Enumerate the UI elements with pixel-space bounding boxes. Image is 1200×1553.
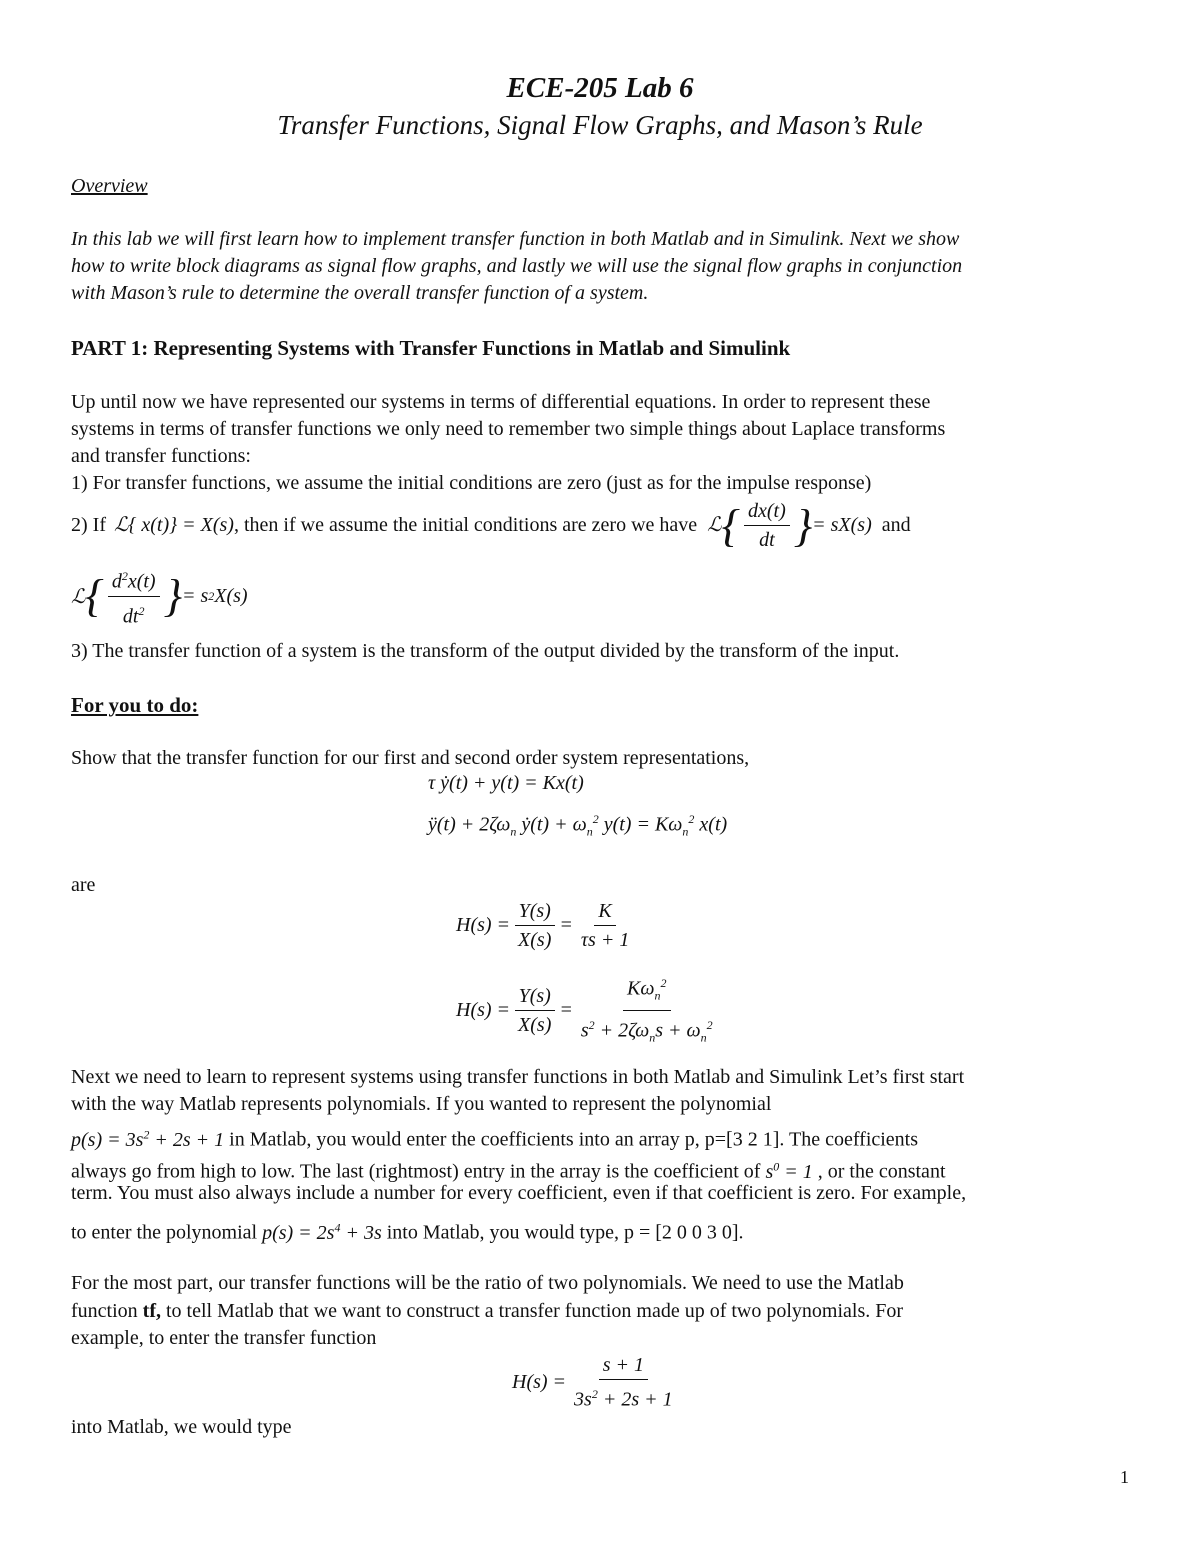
todo-heading: For you to do: — [71, 693, 199, 717]
todo-show-line: Show that the transfer function for our first and second order system representations, — [71, 747, 750, 769]
item2-suffix: and — [881, 514, 911, 536]
example-transfer-function: H(s) = $\frac{s + 1}{3s^2 + 2s + 1}$ — [512, 1354, 673, 1411]
first-order-ode: τ ẏ(t) + y(t) = Kx(t) — [428, 772, 584, 794]
poly-line-6b: into Matlab, you would type, p = [2 0 0 3 0]. — [386, 1221, 744, 1244]
part1-item-3: 3) The transfer function of a system is the transform of the output divided by the transform of the input. — [71, 640, 900, 662]
tf-line-3: example, to enter the transfer function — [71, 1327, 377, 1349]
laplace-second-derivative-equation: ℒ { $\frac{d^2x(t)}{dt^2}$ } = s 2 X(s) — [71, 563, 248, 629]
overview-line-3: with Mason’s rule to determine the overall transfer function of a system. — [71, 282, 649, 304]
poly-line-5: term. You must also always include a number for every coefficient, even if that coefficient is zero. For example, — [71, 1182, 967, 1204]
laplace-derivative-equation: ℒ { $\frac{dx(t)}{dt}$ } = sX(s) — [707, 499, 872, 551]
part1-intro-line-1: Up until now we have represented our systems in terms of differential equations. In order to represent these — [71, 391, 931, 413]
poly-line-3 — [71, 1121, 918, 1154]
part1-item-2 — [71, 498, 911, 553]
part1-intro-line-2: systems in terms of transfer functions we only need to remember two simple things about Laplace transforms — [71, 418, 946, 440]
part1-item-1: 1) For transfer functions, we assume the initial conditions are zero (just as for the impulse response) — [71, 472, 872, 494]
document-subtitle: Transfer Functions, Signal Flow Graphs, and Mason’s Rule — [277, 110, 923, 140]
overview-heading: Overview — [71, 175, 148, 197]
poly-line-4b: , or the constant — [817, 1160, 946, 1183]
poly-line-6 — [71, 1214, 744, 1247]
poly-line-6a: to enter the polynomial — [71, 1221, 258, 1244]
are-text: are — [71, 874, 96, 896]
overview-line-2: how to write block diagrams as signal flow graphs, and lastly we will use the signal flow graphs in conjunction — [71, 255, 963, 277]
s-zero-equation: $s^0 = 1$ — [765, 1159, 818, 1183]
tf-line-2-rest: to tell Matlab that we want to construct a transfer function made up of two polynomials. For — [160, 1300, 904, 1322]
page-number: 1 — [1120, 1467, 1129, 1487]
polynomial-example-2: $p(s) = 2s^4 + 3s$ — [262, 1220, 387, 1244]
tf-line-2-start: function — [71, 1300, 143, 1322]
poly-line-1: Next we need to learn to represent systems using transfer functions in both Matlab and Simulink Let’s first start — [71, 1066, 965, 1088]
item2-prefix: 2) If — [71, 514, 106, 536]
poly-line-4a: always go from high to low. The last (rightmost) entry in the array is the coefficient of — [71, 1160, 761, 1183]
part1-heading: PART 1: Representing Systems with Transfer Functions in Matlab and Simulink — [71, 336, 791, 360]
poly-line-2: with the way Matlab represents polynomials. If you wanted to represent the polynomial — [71, 1093, 772, 1115]
tf-line-2 — [71, 1298, 903, 1325]
tf-line-1: For the most part, our transfer functions will be the ratio of two polynomials. We need to use the Matlab — [71, 1272, 904, 1294]
polynomial-example-1: $p(s) = 3s^2 + 2s + 1$ — [71, 1127, 225, 1151]
tf-closing-line: into Matlab, we would type — [71, 1416, 292, 1438]
part1-intro-line-3: and transfer functions: — [71, 445, 251, 467]
second-order-transfer-function: H(s) = $\frac{Y(s)}{X(s)}$ = $\frac{K\omega_n^2}{s^2 + 2\zeta\omega_ns + \omega_n^2}$ — [456, 970, 721, 1050]
item2-middle: , then if we assume the initial conditions are zero we have — [233, 514, 698, 536]
poly-line-3-text: in Matlab, you would enter the coefficients into an array p, p=[3 2 1]. The coefficients — [224, 1128, 919, 1151]
second-order-ode: ÿ(t) + $2\zeta\omega_n$ ẏ(t) + $\omega_n^2$ $y(t) = K\omega_n^2$ x(t) — [428, 812, 728, 839]
first-order-transfer-function: H(s) = $\frac{Y(s)}{X(s)}$ = $\frac{K}{\tau s + 1}$ — [456, 900, 630, 951]
document-title: ECE-205 Lab 6 — [506, 72, 694, 104]
tf-keyword: tf, — [142, 1300, 161, 1322]
overview-line-1: In this lab we will first learn how to implement transfer function in both Matlab and in Simulink. Next we show — [71, 228, 960, 250]
laplace-equation-1: ℒ{ x(t)} = X(s) — [113, 514, 234, 536]
